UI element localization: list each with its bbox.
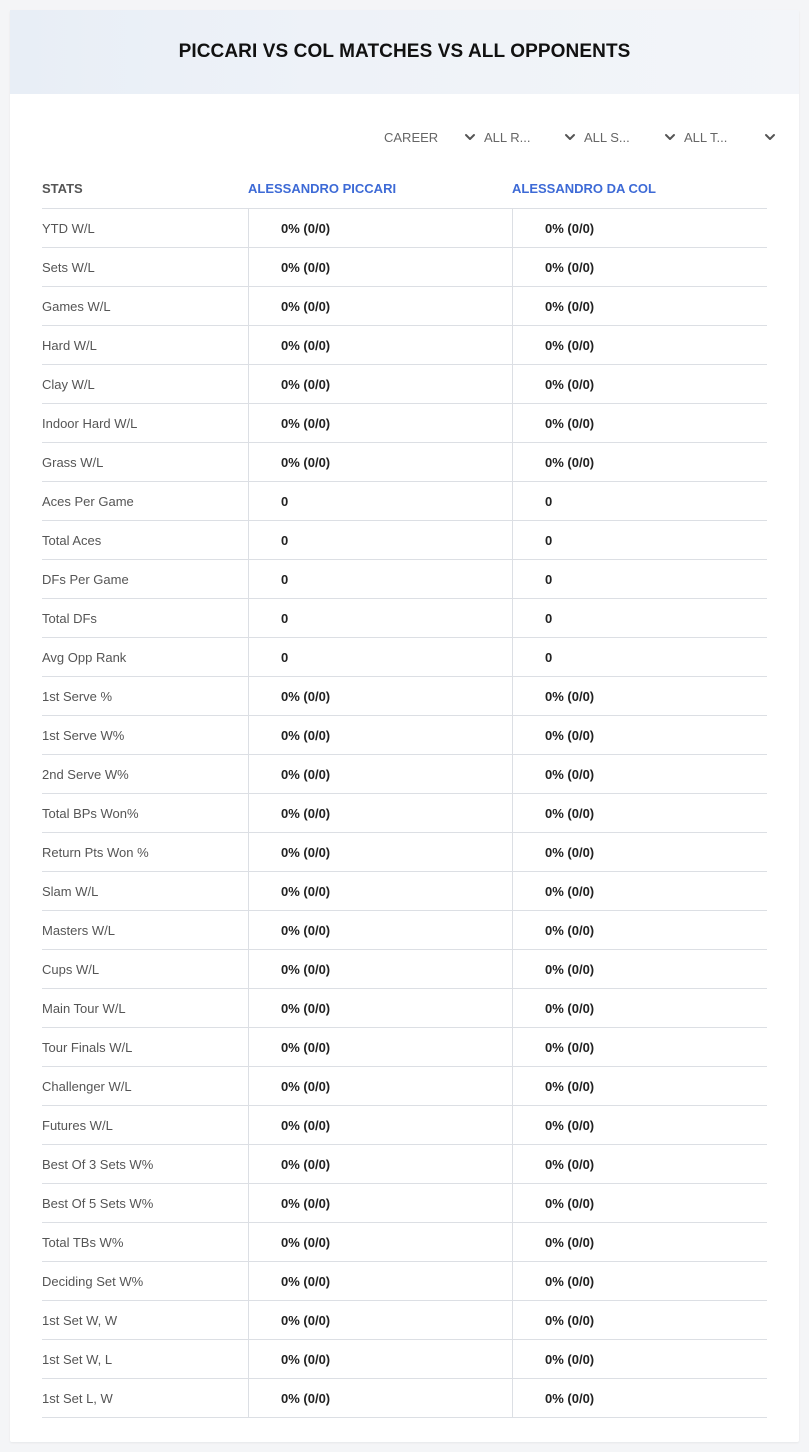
table-row (42, 989, 767, 1028)
player1-stat-value: 0% (0/0) (248, 833, 512, 871)
player2-stat-value: 0% (0/0) (512, 872, 767, 910)
player2-stat-value: 0% (0/0) (512, 794, 767, 832)
table-row (42, 521, 767, 560)
player1-stat-value: 0% (0/0) (248, 1301, 512, 1339)
stat-label: 2nd Serve W% (42, 766, 129, 782)
chevron-down-icon (764, 131, 776, 143)
player1-stat-value: 0% (0/0) (248, 248, 512, 286)
player2-stat-value: 0% (0/0) (512, 365, 767, 403)
player1-stat-value: 0% (0/0) (248, 1028, 512, 1066)
filter-surface-select[interactable] (580, 126, 680, 148)
stat-label: Total TBs W% (42, 1234, 124, 1250)
player2-stat-value: 0 (512, 482, 767, 520)
filter-round-label: ALL R... (484, 129, 531, 145)
stat-label: Slam W/L (42, 883, 99, 899)
table-row (42, 1028, 767, 1067)
player1-stat-value: 0% (0/0) (248, 1184, 512, 1222)
table-row (42, 1379, 767, 1418)
table-row (42, 560, 767, 599)
stat-label: 1st Set W, L (42, 1351, 113, 1367)
player1-stat-value: 0% (0/0) (248, 755, 512, 793)
table-row (42, 716, 767, 755)
stat-label: Total Aces (42, 532, 102, 548)
stat-label: Best Of 5 Sets W% (42, 1195, 154, 1211)
player2-stat-value: 0 (512, 521, 767, 559)
stat-label: Total DFs (42, 610, 97, 626)
player1-link[interactable]: ALESSANDRO PICCARI (248, 180, 397, 196)
stat-label: Deciding Set W% (42, 1273, 144, 1289)
player1-stat-value: 0% (0/0) (248, 1379, 512, 1417)
stats-table (42, 168, 767, 1418)
table-row (42, 248, 767, 287)
stat-label: Clay W/L (42, 376, 95, 392)
player1-stat-value: 0 (248, 521, 512, 559)
player1-stat-value: 0 (248, 482, 512, 520)
player2-stat-value: 0% (0/0) (512, 1145, 767, 1183)
player2-stat-value: 0% (0/0) (512, 1028, 767, 1066)
stat-label: Futures W/L (42, 1117, 113, 1133)
table-row (42, 287, 767, 326)
stat-label: Cups W/L (42, 961, 100, 977)
player1-stat-value: 0% (0/0) (248, 950, 512, 988)
player1-stat-value: 0% (0/0) (248, 1262, 512, 1300)
stat-label: Masters W/L (42, 922, 115, 938)
player2-stat-value: 0% (0/0) (512, 287, 767, 325)
table-row (42, 443, 767, 482)
table-row (42, 833, 767, 872)
stat-label: Total BPs Won% (42, 805, 139, 821)
player1-stat-value: 0% (0/0) (248, 1067, 512, 1105)
stat-label: Main Tour W/L (42, 1000, 126, 1016)
table-row (42, 599, 767, 638)
stat-label: Indoor Hard W/L (42, 415, 138, 431)
player2-stat-value: 0% (0/0) (512, 1106, 767, 1144)
player2-stat-value: 0 (512, 638, 767, 676)
stat-label: 1st Set W, W (42, 1312, 118, 1328)
table-row (42, 950, 767, 989)
stats-card (10, 10, 799, 1442)
player2-stat-value: 0 (512, 599, 767, 637)
player1-stat-value: 0% (0/0) (248, 872, 512, 910)
table-row (42, 872, 767, 911)
stats-column-header: STATS (42, 180, 83, 196)
filter-surface-label: ALL S... (584, 129, 630, 145)
stat-label: Sets W/L (42, 259, 95, 275)
player2-stat-value: 0% (0/0) (512, 911, 767, 949)
table-row (42, 1262, 767, 1301)
player2-stat-value: 0% (0/0) (512, 755, 767, 793)
player2-stat-value: 0% (0/0) (512, 1067, 767, 1105)
table-row (42, 209, 767, 248)
player1-stat-value: 0% (0/0) (248, 209, 512, 247)
stat-label: Tour Finals W/L (42, 1039, 133, 1055)
table-row (42, 1145, 767, 1184)
player1-stat-value: 0 (248, 599, 512, 637)
player2-stat-value: 0% (0/0) (512, 1184, 767, 1222)
table-header (42, 168, 767, 209)
stat-label: 1st Set L, W (42, 1390, 113, 1406)
player2-stat-value: 0% (0/0) (512, 443, 767, 481)
player2-stat-value: 0% (0/0) (512, 1301, 767, 1339)
table-row (42, 404, 767, 443)
player1-stat-value: 0% (0/0) (248, 794, 512, 832)
filter-tournament-label: ALL T... (684, 129, 728, 145)
player2-stat-value: 0% (0/0) (512, 404, 767, 442)
player2-stat-value: 0% (0/0) (512, 1379, 767, 1417)
stat-label: Best Of 3 Sets W% (42, 1156, 154, 1172)
player1-stat-value: 0% (0/0) (248, 1145, 512, 1183)
page-title: PICCARI VS COL MATCHES VS ALL OPPONENTS (178, 41, 631, 62)
table-row (42, 638, 767, 677)
stat-label: Grass W/L (42, 454, 104, 470)
table-row (42, 1301, 767, 1340)
player2-stat-value: 0% (0/0) (512, 1340, 767, 1378)
chevron-down-icon (564, 131, 576, 143)
filter-bar (380, 126, 780, 148)
filter-round-select[interactable] (480, 126, 580, 148)
table-row (42, 1106, 767, 1145)
player1-stat-value: 0% (0/0) (248, 911, 512, 949)
table-row (42, 755, 767, 794)
stat-label: YTD W/L (42, 220, 95, 236)
table-row (42, 1340, 767, 1379)
table-row (42, 1067, 767, 1106)
table-row (42, 326, 767, 365)
table-body (42, 209, 767, 1418)
table-row (42, 365, 767, 404)
player1-stat-value: 0% (0/0) (248, 1223, 512, 1261)
stat-label: Return Pts Won % (42, 844, 149, 860)
table-row (42, 794, 767, 833)
player2-stat-value: 0% (0/0) (512, 677, 767, 715)
table-row (42, 677, 767, 716)
player1-stat-value: 0% (0/0) (248, 404, 512, 442)
player1-stat-value: 0% (0/0) (248, 1340, 512, 1378)
card-header (10, 10, 799, 94)
stat-label: Aces Per Game (42, 493, 134, 509)
player2-stat-value: 0% (0/0) (512, 950, 767, 988)
player2-stat-value: 0% (0/0) (512, 326, 767, 364)
player1-stat-value: 0% (0/0) (248, 443, 512, 481)
player1-stat-value: 0% (0/0) (248, 677, 512, 715)
stat-label: DFs Per Game (42, 571, 129, 587)
table-row (42, 482, 767, 521)
filter-tournament-select[interactable] (680, 126, 780, 148)
player2-stat-value: 0% (0/0) (512, 989, 767, 1027)
player1-stat-value: 0% (0/0) (248, 287, 512, 325)
stat-label: Hard W/L (42, 337, 97, 353)
player1-stat-value: 0% (0/0) (248, 326, 512, 364)
player2-stat-value: 0% (0/0) (512, 209, 767, 247)
filter-period-label: CAREER (384, 129, 439, 145)
player1-stat-value: 0% (0/0) (248, 365, 512, 403)
player1-stat-value: 0 (248, 638, 512, 676)
player2-stat-value: 0% (0/0) (512, 248, 767, 286)
stat-label: Avg Opp Rank (42, 649, 127, 665)
filter-period-select[interactable] (380, 126, 480, 148)
table-row (42, 911, 767, 950)
stat-label: Games W/L (42, 298, 111, 314)
table-row (42, 1184, 767, 1223)
player2-link[interactable]: ALESSANDRO DA COL (512, 180, 656, 196)
player2-stat-value: 0% (0/0) (512, 1262, 767, 1300)
player2-stat-value: 0% (0/0) (512, 833, 767, 871)
stat-label: Challenger W/L (42, 1078, 132, 1094)
player2-stat-value: 0 (512, 560, 767, 598)
player1-stat-value: 0% (0/0) (248, 989, 512, 1027)
player1-stat-value: 0 (248, 560, 512, 598)
player2-stat-value: 0% (0/0) (512, 1223, 767, 1261)
stat-label: 1st Serve W% (42, 727, 125, 743)
player1-stat-value: 0% (0/0) (248, 716, 512, 754)
table-row (42, 1223, 767, 1262)
chevron-down-icon (464, 131, 476, 143)
chevron-down-icon (664, 131, 676, 143)
player1-stat-value: 0% (0/0) (248, 1106, 512, 1144)
stat-label: 1st Serve % (42, 688, 113, 704)
player2-stat-value: 0% (0/0) (512, 716, 767, 754)
